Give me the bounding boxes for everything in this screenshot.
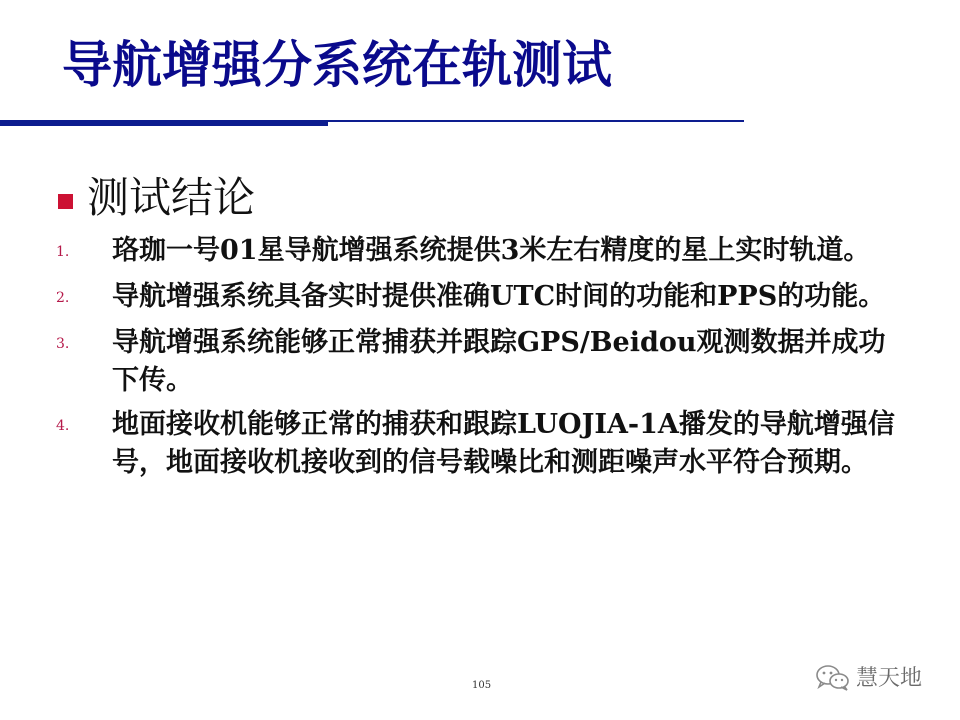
item-number: 2. bbox=[56, 290, 70, 306]
item-number: 4. bbox=[56, 418, 70, 434]
list-item bbox=[56, 324, 906, 400]
section-heading: 测试结论 bbox=[87, 173, 256, 222]
item-number: 3. bbox=[56, 336, 70, 352]
watermark-text: 慧天地 bbox=[856, 666, 923, 691]
item-text: 导航增强系统能够正常捕获并跟踪GPS/Beidou观测数据并成功下传。 bbox=[112, 327, 886, 396]
square-bullet-icon bbox=[58, 194, 73, 209]
list-item bbox=[56, 232, 906, 272]
section-header bbox=[58, 170, 255, 226]
page-number: 105 bbox=[472, 680, 492, 691]
item-text: 地面接收机能够正常的捕获和跟踪LUOJIA-1A播发的导航增强信号，地面接收机接收到的信号载噪比和测距噪声水平符合预期。 bbox=[112, 409, 895, 478]
list-item bbox=[56, 278, 906, 318]
slide-title: 导航增强分系统在轨测试 bbox=[62, 36, 612, 94]
title-underline-thick bbox=[0, 120, 328, 126]
title-underline-thin bbox=[328, 120, 744, 122]
item-text: 珞珈一号01星导航增强系统提供3米左右精度的星上实时轨道。 bbox=[112, 235, 871, 266]
item-number: 1. bbox=[56, 244, 70, 260]
conclusion-list bbox=[56, 232, 906, 488]
watermark bbox=[814, 661, 922, 692]
item-text: 导航增强系统具备实时提供准确UTC时间的功能和PPS的功能。 bbox=[112, 281, 886, 312]
list-item bbox=[56, 406, 906, 482]
wechat-icon bbox=[814, 662, 850, 692]
